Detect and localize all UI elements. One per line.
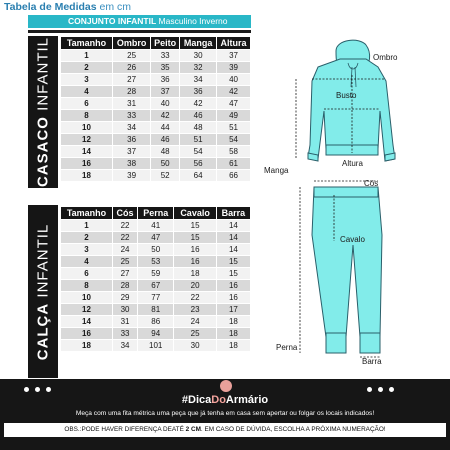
table-cell: 50 [138,244,174,256]
table-cell: 1 [61,220,113,232]
table-cell: 27 [113,268,138,280]
coat-side-rest: INFANTIL [34,36,52,111]
table-cell: 16 [174,244,217,256]
table-cell: 53 [138,256,174,268]
pants-side-bold: CALÇA [34,302,52,360]
table-cell: 18 [61,170,113,182]
table-row [61,280,251,292]
table-cell: 81 [138,304,174,316]
pants-cuff-right [360,333,380,353]
hashtag-part-1: Dica [188,394,212,406]
table-cell: 48 [180,122,217,134]
table-cell: 33 [151,50,180,62]
table-cell: 54 [180,146,217,158]
table-row [61,256,251,268]
table-row [61,62,251,74]
table-cell: 48 [151,146,180,158]
table-row [61,328,251,340]
table-cell: 27 [113,74,151,86]
table-cell: 66 [217,170,251,182]
table-cell: 40 [151,98,180,110]
table-cell: 15 [174,220,217,232]
table-cell: 39 [217,62,251,74]
table-row [61,50,251,62]
table-row [61,340,251,352]
table-cell: 31 [113,98,151,110]
shirt-badge-icon [220,380,232,392]
column-header: Peito [151,37,180,50]
table-cell: 15 [174,232,217,244]
table-cell: 18 [216,328,250,340]
table-cell: 34 [180,74,217,86]
column-header: Tamanho [61,37,113,50]
table-cell: 23 [174,304,217,316]
table-cell: 30 [113,304,138,316]
table-cell: 2 [61,232,113,244]
table-cell: 6 [61,98,113,110]
table-row [61,98,251,110]
table-cell: 2 [61,62,113,74]
hashtag [0,394,450,406]
table-cell: 61 [217,158,251,170]
table-cell: 31 [113,316,138,328]
table-row [61,110,251,122]
label-busto: Busto [336,91,357,100]
table-row [61,74,251,86]
column-header: Cós [113,207,138,220]
table-cell: 16 [174,256,217,268]
table-cell: 22 [113,232,138,244]
table-cell: 64 [180,170,217,182]
garment-drawing [256,35,450,375]
table-cell: 14 [216,244,250,256]
table-cell: 12 [61,134,113,146]
hoodie-cuff-right [385,153,395,161]
table-cell: 24 [174,316,217,328]
table-cell: 30 [180,50,217,62]
table-cell: 24 [113,244,138,256]
disclaimer-part-1: OBS.:PODE HAVER DIFERENÇA DEATÉ [64,426,186,433]
table-cell: 35 [151,62,180,74]
table-cell: 3 [61,244,113,256]
table-cell: 28 [113,280,138,292]
coat-size-table [60,36,251,182]
coat-side-bold: CASACO [34,116,52,188]
disclaimer-highlight: 2 CM [185,426,201,433]
table-cell: 16 [216,280,250,292]
coat-side-label [28,36,58,188]
table-cell: 51 [180,134,217,146]
dots-left [24,387,51,392]
table-cell: 34 [113,122,151,134]
pants-body [312,187,382,337]
table-cell: 42 [217,86,251,98]
table-cell: 14 [61,316,113,328]
table-cell: 29 [113,292,138,304]
table-cell: 26 [113,62,151,74]
table-cell: 10 [61,292,113,304]
table-row [61,304,251,316]
table-cell: 22 [113,220,138,232]
table-cell: 16 [216,292,250,304]
table-cell: 16 [61,158,113,170]
banner-subtitle: Masculino Inverno [158,16,228,26]
table-cell: 18 [61,340,113,352]
table-cell: 41 [138,220,174,232]
disclaimer [4,423,446,437]
table-row [61,86,251,98]
table-cell: 33 [113,328,138,340]
table-cell: 15 [216,268,250,280]
title-unit: em cm [99,1,132,13]
table-cell: 14 [216,232,250,244]
table-cell: 14 [216,220,250,232]
garment-illustration [256,35,450,375]
table-cell: 16 [61,328,113,340]
table-cell: 46 [151,134,180,146]
table-cell: 36 [113,134,151,146]
table-row [61,220,251,232]
table-cell: 42 [151,110,180,122]
table-cell: 3 [61,74,113,86]
table-cell: 94 [138,328,174,340]
banner-title: CONJUNTO INFANTIL [68,16,157,26]
table-cell: 1 [61,50,113,62]
label-altura: Altura [342,159,363,168]
table-cell: 37 [217,50,251,62]
column-header: Perna [138,207,174,220]
table-cell: 37 [151,86,180,98]
table-cell: 36 [151,74,180,86]
hoodie-cuff-left [308,153,318,161]
table-cell: 37 [113,146,151,158]
hashtag-part-3: Armário [225,394,269,406]
table-cell: 32 [180,62,217,74]
table-row [61,316,251,328]
table-cell: 52 [151,170,180,182]
pants-side-label [28,205,58,378]
table-row [61,292,251,304]
table-row [61,158,251,170]
table-cell: 10 [61,122,113,134]
column-header: Barra [216,207,250,220]
page-title [4,1,131,13]
table-cell: 59 [138,268,174,280]
hashtag-prefix: # [181,394,188,406]
table-row [61,134,251,146]
measure-instructions: Meça com uma fita métrica uma peça que já tenha em casa sem apertar ou folgar os locais indicados! [75,410,375,417]
table-cell: 58 [217,146,251,158]
table-cell: 18 [216,316,250,328]
label-cavalo: Cavalo [340,235,365,244]
hashtag-part-2: Do [211,394,226,406]
product-banner [28,15,251,28]
label-cos: Cós [364,179,379,188]
table-cell: 47 [217,98,251,110]
table-cell: 6 [61,268,113,280]
table-cell: 56 [180,158,217,170]
label-manga: Manga [264,166,289,175]
table-cell: 8 [61,280,113,292]
table-cell: 77 [138,292,174,304]
table-row [61,268,251,280]
dots-right [367,387,394,392]
table-cell: 25 [113,50,151,62]
column-header: Altura [217,37,251,50]
table-cell: 20 [174,280,217,292]
table-cell: 67 [138,280,174,292]
column-header: Cavalo [174,207,217,220]
pants-waistband [314,187,378,197]
label-barra: Barra [362,357,382,366]
table-cell: 44 [151,122,180,134]
table-cell: 36 [180,86,217,98]
table-row [61,122,251,134]
table-cell: 38 [113,158,151,170]
column-header: Ombro [113,37,151,50]
table-cell: 49 [217,110,251,122]
banner-divider [28,30,251,33]
label-ombro: Ombro [373,53,398,62]
table-cell: 18 [216,340,250,352]
table-cell: 86 [138,316,174,328]
table-cell: 42 [180,98,217,110]
table-cell: 40 [217,74,251,86]
table-cell: 39 [113,170,151,182]
table-cell: 50 [151,158,180,170]
table-row [61,146,251,158]
table-cell: 8 [61,110,113,122]
pants-cuff-left [326,333,346,353]
table-cell: 15 [216,256,250,268]
column-header: Manga [180,37,217,50]
table-cell: 25 [113,256,138,268]
column-header: Tamanho [61,207,113,220]
table-row [61,244,251,256]
table-cell: 18 [174,268,217,280]
table-row [61,232,251,244]
table-cell: 14 [61,146,113,158]
table-cell: 101 [138,340,174,352]
tips-footer [0,379,450,450]
table-cell: 17 [216,304,250,316]
pants-size-table [60,206,251,352]
table-cell: 28 [113,86,151,98]
table-cell: 4 [61,86,113,98]
table-row [61,170,251,182]
table-cell: 22 [174,292,217,304]
table-cell: 12 [61,304,113,316]
table-cell: 46 [180,110,217,122]
table-cell: 54 [217,134,251,146]
table-cell: 47 [138,232,174,244]
table-cell: 34 [113,340,138,352]
label-perna: Perna [276,343,298,352]
pants-illustration [312,187,382,353]
title-text: Tabela de Medidas [4,1,97,13]
table-cell: 25 [174,328,217,340]
table-cell: 4 [61,256,113,268]
table-cell: 51 [217,122,251,134]
disclaimer-part-2: . EM CASO DE DÚVIDA, ESCOLHA A PRÓXIMA NUMERAÇÃO! [200,426,386,433]
table-cell: 30 [174,340,217,352]
table-cell: 33 [113,110,151,122]
pants-side-rest: INFANTIL [34,223,52,298]
